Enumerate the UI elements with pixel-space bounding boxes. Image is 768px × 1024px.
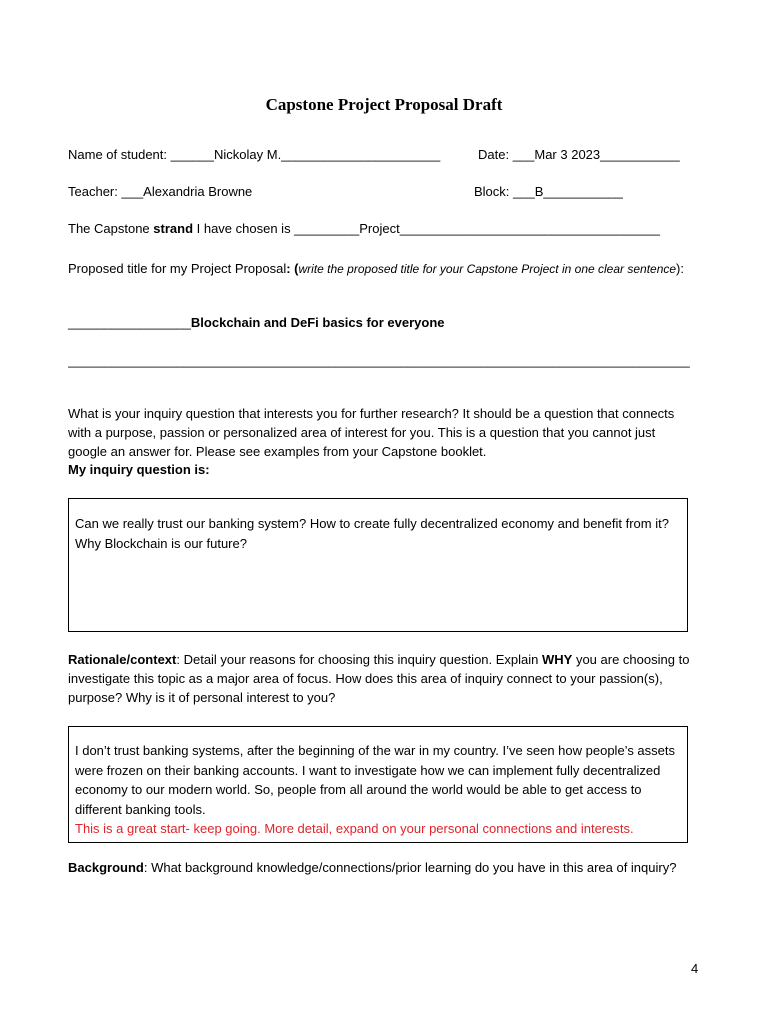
inquiry-label: My inquiry question is: [68,462,210,477]
block-field [474,183,623,201]
student-name-label: Name of student: [68,147,171,162]
block-value: ___B___________ [513,184,623,199]
block-label: Block: [474,184,514,199]
inquiry-answer-box [68,498,688,632]
background-prompt [68,858,698,877]
background-label: Background [68,860,144,875]
strand-bold: strand [153,221,194,236]
rationale-answer-wrap [69,727,687,839]
student-name-value: ______Nickolay M.______________________ [170,147,441,162]
date-field [478,146,680,164]
rationale-why: WHY [542,652,573,667]
proposed-title-close: ): [676,261,684,276]
inquiry-prompt: What is your inquiry question that interests you for further research? It should be a question that connects with a purpose, passion or personalized area of interest for you. This is a question that you cannot just google an answer for. Please see examples from your Capstone booklet. [68,406,675,459]
proposed-title-blank-line: ______________________________________________________________________________________ [68,353,690,368]
date-value: ___Mar 3 2023___________ [512,147,680,162]
strand-suffix: I have chosen is _________Project____________________________________ [193,221,660,236]
proposed-title-colon: : ( [286,261,299,276]
rationale-answer-box [68,726,688,843]
teacher-value: ___Alexandria Browne [121,184,253,199]
rationale-text-1: : Detail your reasons for choosing this inquiry question. Explain [176,652,542,667]
proposed-title-instruction: write the proposed title for your Capstone Project in one clear sentence [298,262,677,276]
proposed-title-answer [68,314,445,332]
rationale-answer: I don’t trust banking systems, after the beginning of the war in my country. I’ve seen how people’s assets were frozen on their banking accounts. I want to investigate how we can implement fully decentralized economy to our modern world. So, people from all around the world would be able to get access to different banking tools. [75,743,676,817]
student-name-field [68,146,440,164]
background-text: : What background knowledge/connections/prior learning do you have in this area of inquiry? [143,860,677,875]
rationale-label: Rationale/context [68,652,177,667]
teacher-feedback: This is a great start- keep going. More detail, expand on your personal connections and interests. [75,821,634,836]
proposed-title-prompt [68,259,698,279]
teacher-field [68,183,252,201]
inquiry-answer: Can we really trust our banking system? How to create fully decentralized economy and benefit from it? Why Blockchain is our future? [75,516,669,551]
proposed-title-label: Proposed title for my Project Proposal [68,261,287,276]
rationale-text-2: you are choosing to investigate this topic as a major area of focus. How does this area of inquiry connect to your passion(s), purpose? Why is it of personal interest to you? [68,652,690,705]
strand-field [68,220,660,238]
proposed-title-underscore: _________________ [68,315,191,330]
strand-prefix: The Capstone [68,221,154,236]
page-number: 4 [691,961,699,976]
proposed-title-value: Blockchain and DeFi basics for everyone [190,315,445,330]
page-title: Capstone Project Proposal Draft [265,95,503,114]
date-label: Date: [478,147,513,162]
teacher-label: Teacher: [68,184,122,199]
rationale-prompt [68,650,693,707]
